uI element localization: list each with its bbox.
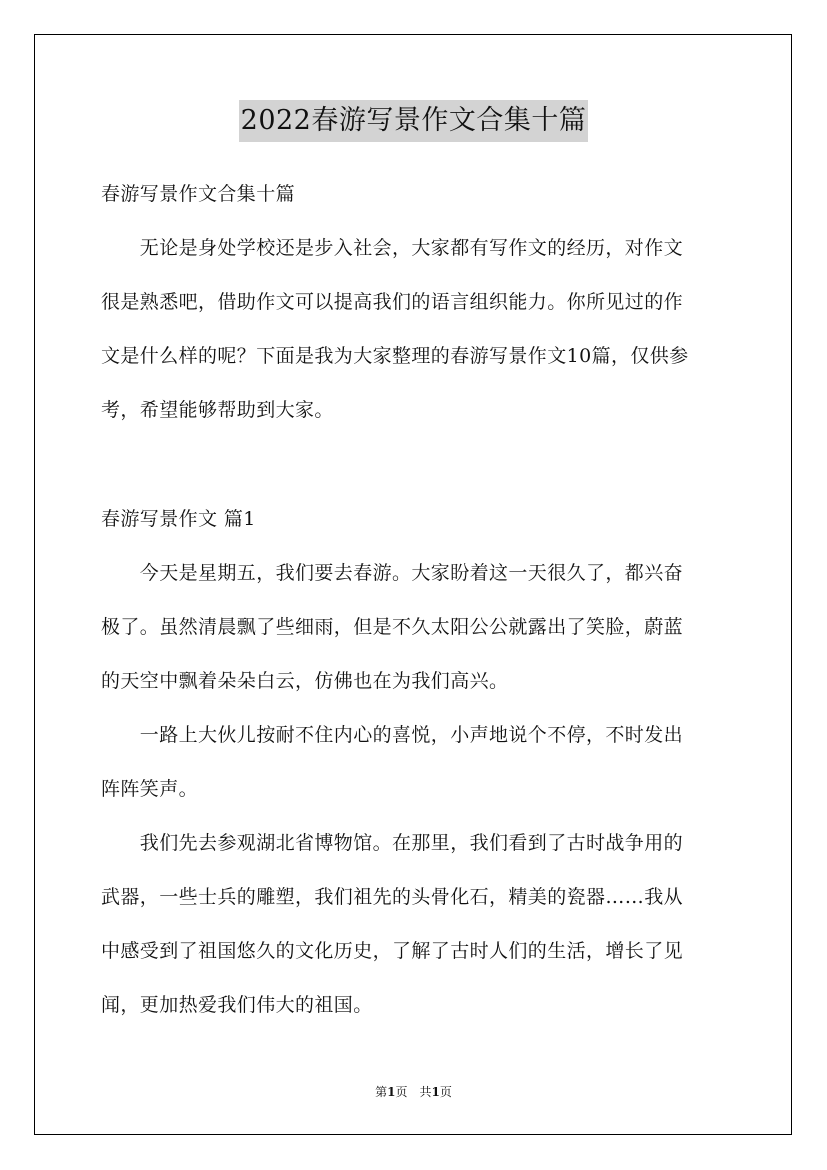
footer-page-total: 1	[431, 1085, 440, 1099]
section-line-5: 阵阵笑声。	[101, 778, 199, 800]
section-line-4: 一路上大伙儿按耐不住内心的喜悦，小声地说个不停，不时发出	[101, 724, 684, 746]
intro-line-1: 无论是身处学校还是步入社会，大家都有写作文的经历，对作文	[101, 237, 684, 259]
section-line-6: 我们先去参观湖北省博物馆。在那里，我们看到了古时战争用的	[101, 832, 684, 854]
section-line-2: 极了。虽然清晨飘了些细雨，但是不久太阳公公就露出了笑脸，蔚蓝	[101, 616, 684, 638]
intro-line-3: 文是什么样的呢？下面是我为大家整理的春游写景作文10篇，仅供参	[101, 345, 689, 367]
section-heading: 春游写景作文 篇1	[101, 508, 256, 530]
footer-page-mid: 页 共	[395, 1085, 432, 1099]
footer-page-current: 1	[387, 1085, 396, 1099]
section-line-1: 今天是星期五，我们要去春游。大家盼着这一天很久了，都兴奋	[101, 562, 684, 584]
page-footer	[0, 1084, 827, 1100]
title-container	[0, 100, 827, 142]
section-line-9: 闻，更加热爱我们伟大的祖国。	[101, 994, 373, 1016]
footer-page-prefix: 第	[375, 1085, 388, 1099]
footer-page-suffix: 页	[439, 1085, 452, 1099]
section-line-8: 中感受到了祖国悠久的文化历史，了解了古时人们的生活，增长了见	[101, 940, 684, 962]
document-title: 2022春游写景作文合集十篇	[239, 100, 589, 142]
intro-line-2: 很是熟悉吧，借助作文可以提高我们的语言组织能力。你所见过的作	[101, 291, 684, 313]
document-subtitle: 春游写景作文合集十篇	[101, 183, 296, 205]
intro-line-4: 考，希望能够帮助到大家。	[101, 399, 334, 421]
section-line-7: 武器，一些士兵的雕塑，我们祖先的头骨化石，精美的瓷器……我从	[101, 886, 684, 908]
section-line-3: 的天空中飘着朵朵白云，仿佛也在为我们高兴。	[101, 670, 509, 692]
